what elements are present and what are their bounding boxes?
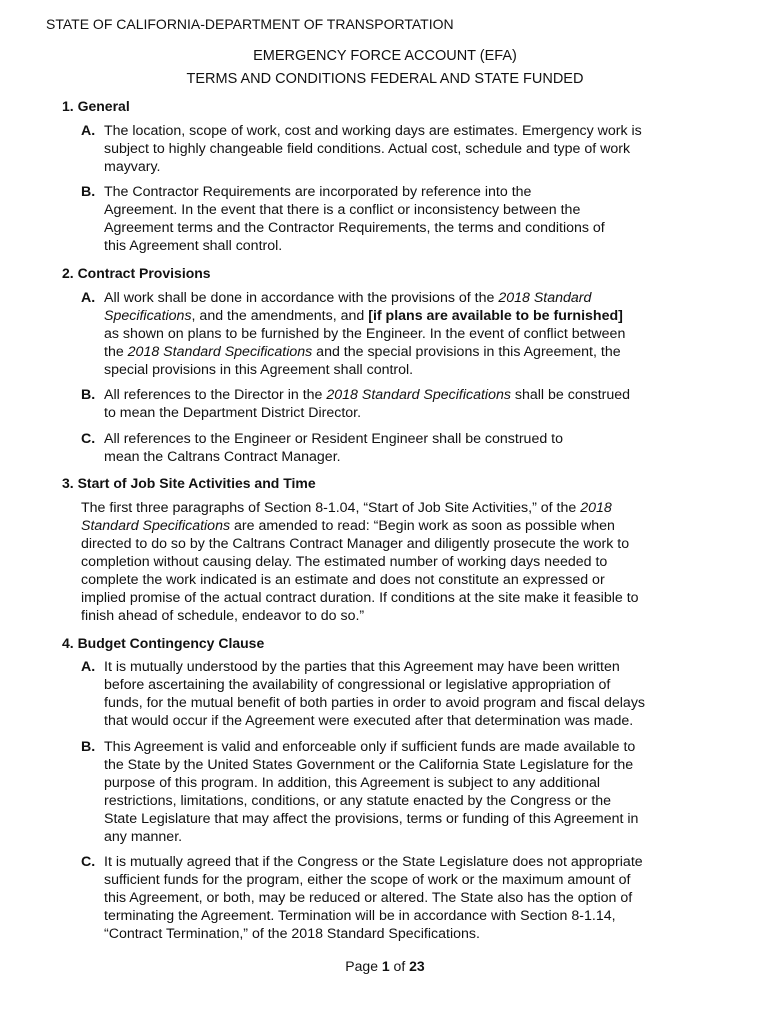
document-subtitle: TERMS AND CONDITIONS FEDERAL AND STATE FUNDED xyxy=(186,71,584,87)
text-line: restrictions, limitations, conditions, or any statute enacted by the Congress or the xyxy=(104,793,612,809)
text-line: Agreement terms and the Contractor Requirements, the terms and conditions of xyxy=(104,220,605,236)
agency-header: STATE OF CALIFORNIA-DEPARTMENT OF TRANSPORTATION xyxy=(46,16,454,32)
item-label: B. xyxy=(81,387,96,403)
text-line: the State by the United States Government or the California State Legislature for the xyxy=(104,757,634,773)
text-line: It is mutually agreed that if the Congress or the State Legislature does not appropriate xyxy=(104,854,643,870)
text-line: any manner. xyxy=(104,829,183,845)
text-line: mean the Caltrans Contract Manager. xyxy=(104,449,341,465)
section-4a xyxy=(81,658,681,730)
text-line: that would occur if the Agreement were executed after that determination was made. xyxy=(104,713,634,729)
text-line: before ascertaining the availability of congressional or legislative appropriation of xyxy=(104,677,611,693)
text-run: The first three paragraphs of Section 8-1.04, “Start of Job Site Activities,” of the xyxy=(81,500,581,516)
item-text xyxy=(104,122,681,176)
spec-title: 2018 Standard xyxy=(498,290,592,306)
text-line xyxy=(81,517,681,535)
text-line xyxy=(104,343,681,361)
text-run: are amended to read: “Begin work as soon as possible when xyxy=(230,518,615,534)
text-line: as shown on plans to be furnished by the Engineer. In the event of conflict between xyxy=(104,326,626,342)
section-1a xyxy=(81,122,681,176)
item-label: A. xyxy=(81,123,96,139)
text-line: The location, scope of work, cost and working days are estimates. Emergency work is xyxy=(104,123,642,139)
text-run: the xyxy=(104,344,128,360)
section-3-heading: 3. Start of Job Site Activities and Time xyxy=(62,475,316,491)
section-4-heading: 4. Budget Contingency Clause xyxy=(62,635,265,651)
section-2b xyxy=(81,386,681,422)
section-1b xyxy=(81,183,681,255)
text-line: State Legislature that may affect the provisions, terms or funding of this Agreement in xyxy=(104,811,639,827)
bracket-note: [if plans are available to be furnished] xyxy=(368,308,623,324)
text-run: , and the amendments, and xyxy=(191,308,369,324)
section-4c xyxy=(81,853,681,943)
text-line: mayvary. xyxy=(104,159,161,175)
item-text xyxy=(104,289,681,379)
text-line: this Agreement, or both, may be reduced or altered. The State also has the option of xyxy=(104,890,633,906)
text-line: purpose of this program. In addition, this Agreement is subject to any additional xyxy=(104,775,601,791)
section-4b xyxy=(81,738,681,846)
text-line: special provisions in this Agreement shall control. xyxy=(104,362,414,378)
text-run: All references to the Director in the xyxy=(104,387,327,403)
text-run: and the special provisions in this Agreement, the xyxy=(312,344,621,360)
text-line: funds, for the mutual benefit of both parties in order to avoid program and fiscal delays xyxy=(104,695,646,711)
item-label: A. xyxy=(81,659,96,675)
item-label: C. xyxy=(81,854,96,870)
item-label: A. xyxy=(81,290,96,306)
item-text xyxy=(104,658,681,730)
spec-title: 2018 Standard Specifications xyxy=(127,344,313,360)
text-line: This Agreement is valid and enforceable only if sufficient funds are made available to xyxy=(104,739,636,755)
item-text xyxy=(104,183,681,255)
section-2c xyxy=(81,430,681,466)
item-text xyxy=(104,386,681,422)
text-run: shall be construed xyxy=(510,387,631,403)
item-label: B. xyxy=(81,184,96,200)
text-line: directed to do so by the Caltrans Contract Manager and diligently prosecute the work to xyxy=(81,536,630,552)
text-line: Agreement. In the event that there is a conflict or inconsistency between the xyxy=(104,202,581,218)
section-1-heading: 1. General xyxy=(62,98,130,114)
text-line: All references to the Engineer or Resident Engineer shall be construed to xyxy=(104,431,564,447)
spec-title: 2018 Standard Specifications xyxy=(326,387,511,403)
item-label: B. xyxy=(81,739,96,755)
item-text xyxy=(104,430,681,466)
text-line: The Contractor Requirements are incorporated by reference into the xyxy=(104,184,532,200)
text-line: sufficient funds for the program, either the scope of work or the maximum amount of xyxy=(104,872,631,888)
current-page: 1 xyxy=(381,958,390,974)
of-word: of xyxy=(389,958,410,974)
text-line xyxy=(104,386,681,404)
section-2-heading: 2. Contract Provisions xyxy=(62,265,211,281)
text-line: subject to highly changeable field conditions. Actual cost, schedule and type of work xyxy=(104,141,631,157)
text-line xyxy=(104,307,681,325)
item-text xyxy=(104,738,681,846)
section-2a xyxy=(81,289,681,379)
document-title: EMERGENCY FORCE ACCOUNT (EFA) xyxy=(253,48,517,64)
total-pages: 23 xyxy=(409,958,425,974)
text-line: complete the work indicated is an estimate and does not constitute an expressed or xyxy=(81,572,605,588)
text-line xyxy=(81,499,681,517)
item-text xyxy=(104,853,681,943)
text-run: All work shall be done in accordance with the provisions of the xyxy=(104,290,499,306)
spec-title: Standard Specifications xyxy=(81,518,231,534)
text-line: completion without causing delay. The estimated number of working days needed to xyxy=(81,554,608,570)
item-label: C. xyxy=(81,431,96,447)
page-number xyxy=(0,957,770,975)
spec-title: 2018 xyxy=(580,500,612,516)
text-line xyxy=(104,289,681,307)
text-line: terminating the Agreement. Termination will be in accordance with Section 8-1.14, xyxy=(104,908,616,924)
spec-title: Specifications xyxy=(104,308,192,324)
text-line: implied promise of the actual contract duration. If conditions at the site make it feasible to xyxy=(81,590,639,606)
text-line: to mean the Department District Director. xyxy=(104,405,362,421)
text-line: finish ahead of schedule, endeavor to do so.” xyxy=(81,608,365,624)
text-line: It is mutually understood by the parties that this Agreement may have been written xyxy=(104,659,620,675)
text-line: “Contract Termination,” of the 2018 Standard Specifications. xyxy=(104,926,480,942)
section-3-paragraph xyxy=(81,499,681,625)
page-word: Page xyxy=(345,958,382,974)
text-line: this Agreement shall control. xyxy=(104,238,283,254)
